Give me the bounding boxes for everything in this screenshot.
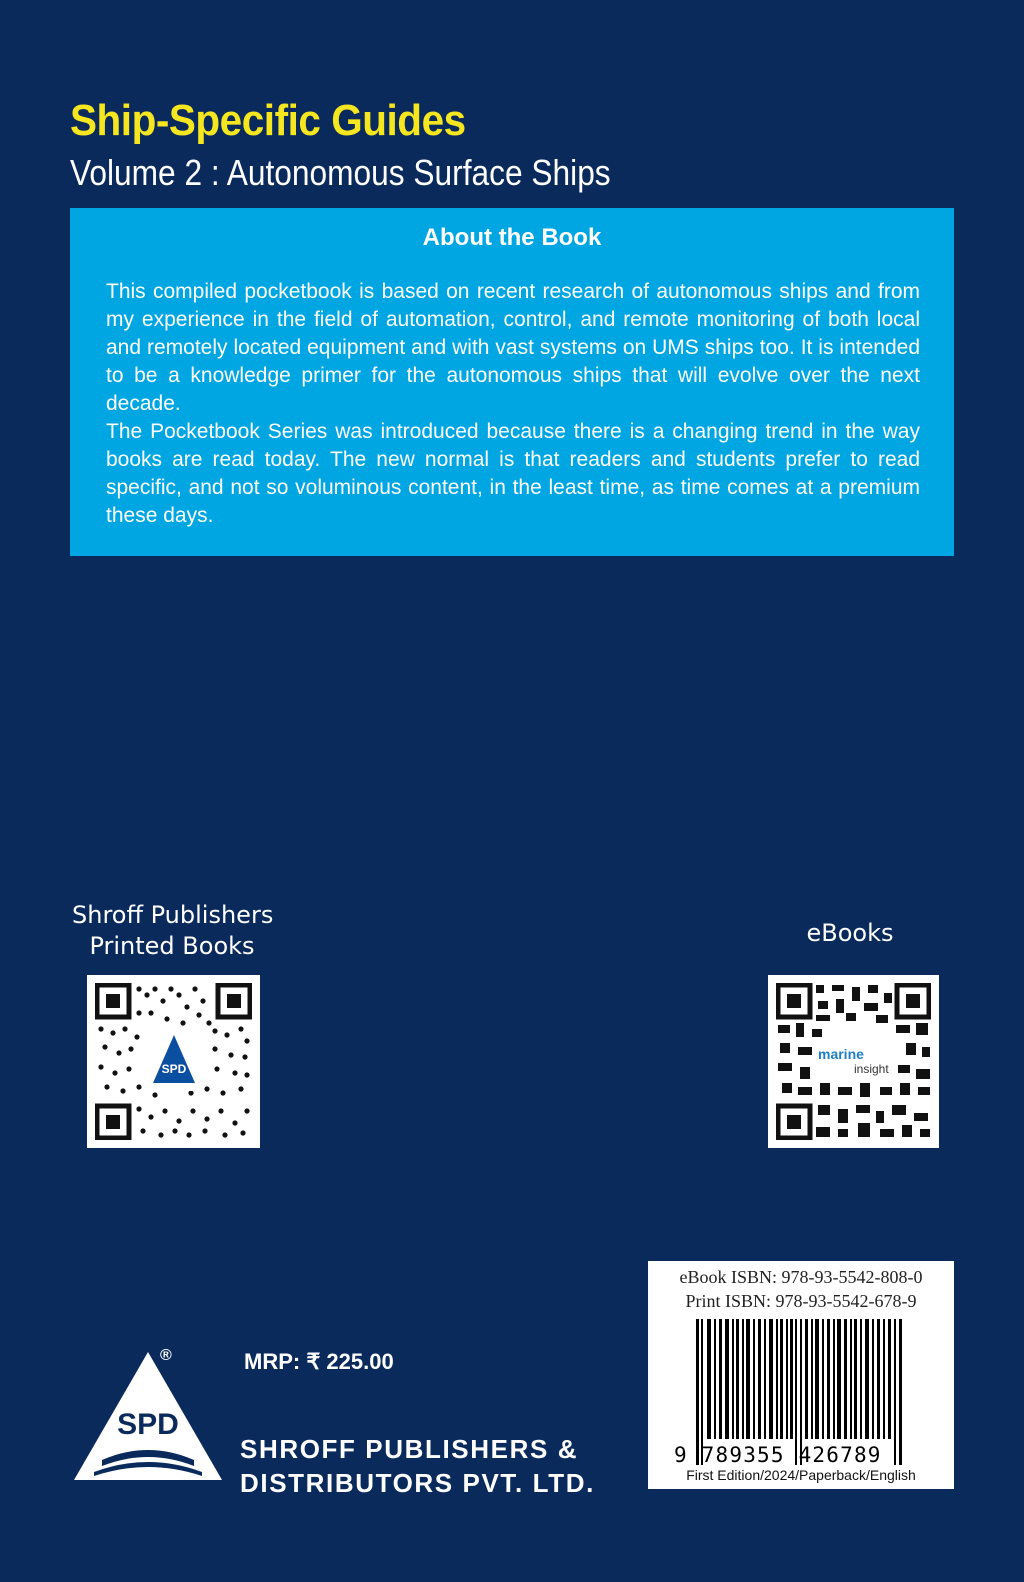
ebooks-qr-label: eBooks [806,919,894,947]
qr-code-icon [95,983,252,1140]
spd-logo [72,1348,224,1493]
mrp-price: MRP: ₹ 225.00 [244,1349,394,1374]
logo-text: SPD [117,1408,179,1441]
svg-text:SPD: SPD [161,1062,187,1076]
isbn-barcode-panel [648,1261,954,1489]
printed-books-label-line1: Shroff Publishers [72,901,274,929]
ebooks-qr-code[interactable] [768,975,939,1148]
publisher-name-line1: SHROFF PUBLISHERS & [240,1434,579,1464]
publisher-name [240,1432,595,1500]
registered-mark: ® [160,1348,172,1364]
printed-books-qr-label [72,900,272,962]
about-paragraph-2: The Pocketbook Series was introduced because there is a changing trend in the way books are read today. The new normal is that readers and students prefer to read specific, and not so voluminous content, in the least time, as time comes at a premium these days. [106,420,920,527]
publisher-name-line2: DISTRIBUTORS PVT. LTD. [240,1468,595,1498]
barcode-digits: 9 789355 426789 [674,1443,882,1467]
volume-title: Volume 2 : Autonomous Surface Ships [70,152,611,193]
qr-code-icon [776,983,931,1140]
printed-books-qr-code[interactable] [87,975,260,1148]
about-heading: About the Book [422,224,602,251]
spd-logo-icon [72,1348,224,1488]
about-text [106,278,920,530]
edition-info: First Edition/2024/Paperback/English [686,1467,916,1483]
series-title: Ship-Specific Guides [70,96,466,145]
about-the-book-panel [70,208,954,556]
print-isbn: Print ISBN: 978-93-5542-678-9 [685,1291,917,1311]
about-paragraph-1: This compiled pocketbook is based on recent research of autonomous ships and from my experience in the field of automation, control, and remote monitoring of both local and remotely located equipment and with vast systems on UMS ships too. It is intended to be a knowledge primer for the autonomous ships that will evolve over the next decade. [106,280,920,415]
svg-text:insight: insight [854,1062,889,1076]
svg-text:marine: marine [818,1046,864,1062]
printed-books-label-line2: Printed Books [89,932,255,960]
ebook-isbn: eBook ISBN: 978-93-5542-808-0 [679,1267,923,1287]
